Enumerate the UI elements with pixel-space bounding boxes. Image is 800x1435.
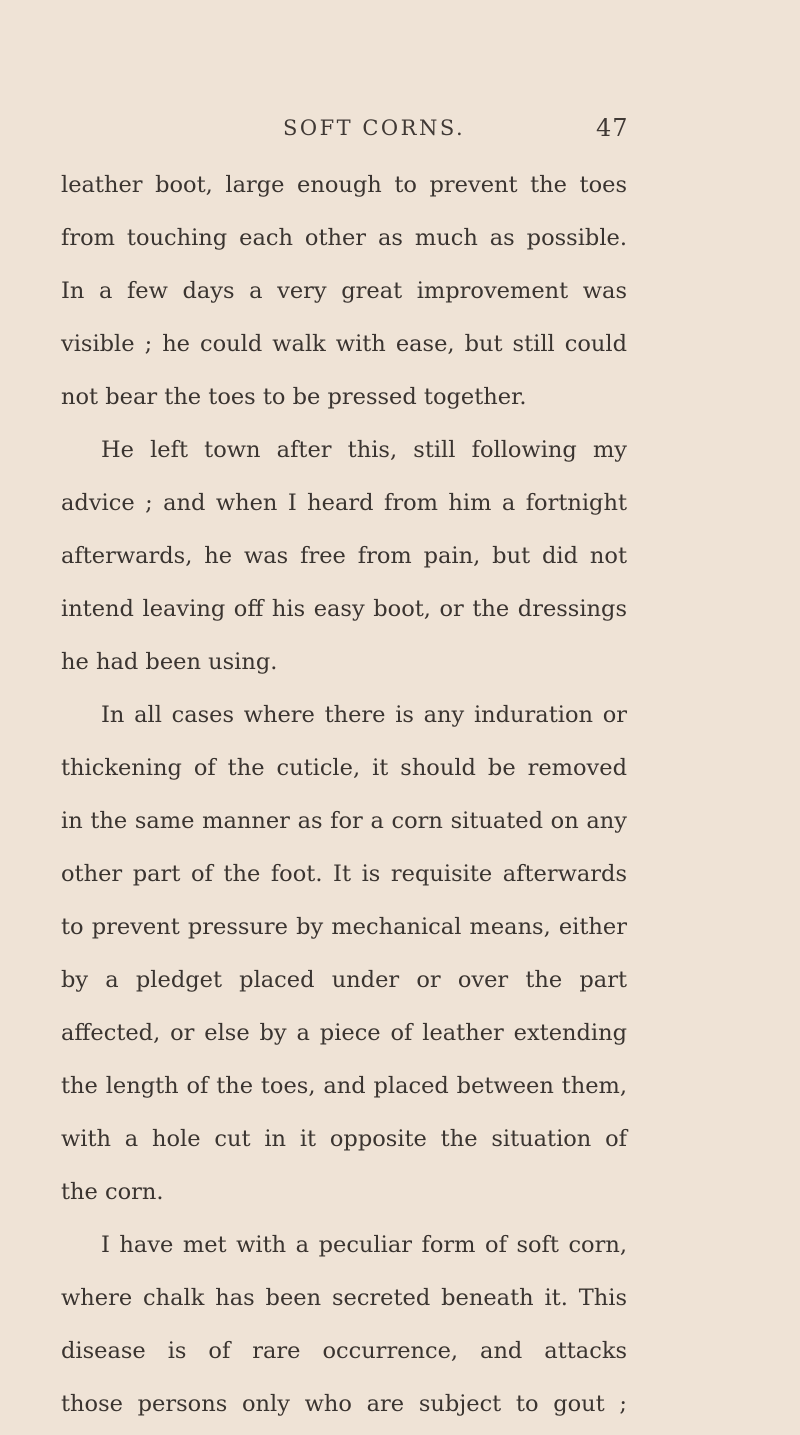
- text-line: with a hole cut in it opposite the situation of: [61, 1126, 627, 1152]
- page-header: [0, 116, 800, 146]
- text-line: the corn.: [61, 1179, 164, 1205]
- text-line: He left town after this, still following my: [101, 437, 627, 463]
- text-line: In a few days a very great improvement was: [61, 278, 627, 304]
- text-line: afterwards, he was free from pain, but did not: [61, 543, 627, 569]
- text-line: affected, or else by a piece of leather extending: [61, 1020, 627, 1046]
- text-line: not bear the toes to be pressed together.: [61, 384, 527, 410]
- text-line: he had been using.: [61, 649, 278, 675]
- body-text: [61, 163, 627, 1435]
- text-line: in the same manner as for a corn situated on any: [61, 808, 627, 834]
- text-line: intend leaving off his easy boot, or the dressings: [61, 596, 627, 622]
- text-line: visible ; he could walk with ease, but still could: [61, 331, 627, 357]
- text-line: advice ; and when I heard from him a fortnight: [61, 490, 627, 516]
- text-line: from touching each other as much as possible.: [61, 225, 627, 251]
- text-line: disease is of rare occurrence, and attacks: [61, 1338, 627, 1364]
- text-line: In all cases where there is any induration or: [101, 702, 627, 728]
- text-line: other part of the foot. It is requisite afterwards: [61, 861, 627, 887]
- text-line: to prevent pressure by mechanical means, either: [61, 914, 627, 940]
- text-line: the length of the toes, and placed between them,: [61, 1073, 627, 1099]
- page-number: 47: [596, 114, 629, 142]
- text-line: I have met with a peculiar form of soft corn,: [101, 1232, 627, 1258]
- running-head: SOFT CORNS.: [283, 116, 466, 140]
- text-line: by a pledget placed under or over the part: [61, 967, 627, 993]
- text-line: leather boot, large enough to prevent the toes: [61, 172, 627, 198]
- text-line: thickening of the cuticle, it should be removed: [61, 755, 627, 781]
- text-line: where chalk has been secreted beneath it. This: [61, 1285, 627, 1311]
- text-line: those persons only who are subject to gout ;: [61, 1391, 627, 1417]
